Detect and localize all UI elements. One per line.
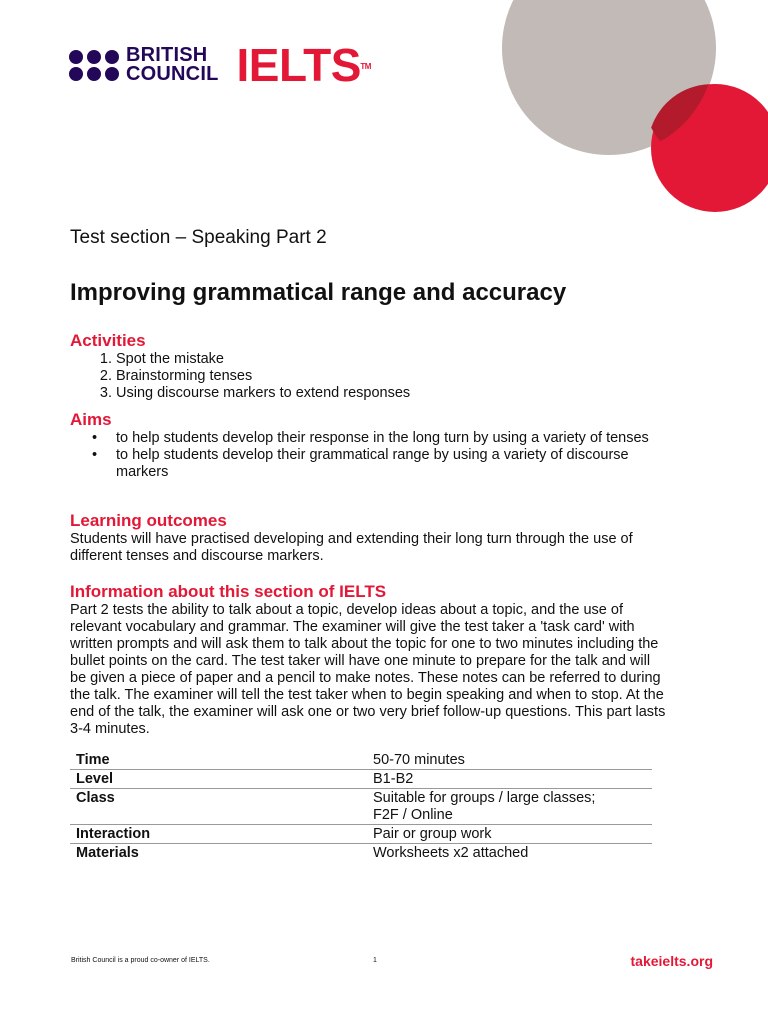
list-item: • to help students develop their response in the long turn by using a variety of tenses xyxy=(116,430,680,447)
aims-list xyxy=(70,430,680,481)
red-circle xyxy=(651,84,768,212)
list-item: 1. Spot the mistake xyxy=(116,351,680,368)
decorative-circles xyxy=(0,0,768,220)
footer-note: British Council is a proud co-owner of IELTS. xyxy=(71,957,210,964)
list-item: 3. Using discourse markers to extend responses xyxy=(116,385,680,402)
table-value: Suitable for groups / large classes; F2F / Online xyxy=(367,789,652,825)
info-text: Part 2 tests the ability to talk about a topic, develop ideas about a topic, and the use of relevant vocabulary and grammar. The examiner will give the test taker a 'task card' with written prompts and will ask them to talk about the topic for one to two minutes including the bullet points on the card. The test taker will have one minute to prepare for the talk and will be given a piece of paper and a pencil to make notes. These notes can be referred to during the talk. The examiner will tell the test taker when to begin speaking and when to stop. At the end of the talk, the examiner will ask one or two very brief follow-up questions. This part lasts 3-4 minutes. xyxy=(70,602,666,737)
circle-overlap xyxy=(651,84,708,141)
outcomes-heading: Learning outcomes xyxy=(70,511,227,530)
table-row xyxy=(70,751,652,770)
table-row xyxy=(70,825,652,844)
ielts-wordmark xyxy=(236,39,371,91)
page-number: 1 xyxy=(373,957,377,964)
table-value: B1-B2 xyxy=(367,770,652,789)
table-row xyxy=(70,844,652,863)
page-title: Improving grammatical range and accuracy xyxy=(70,279,567,306)
info-heading: Information about this section of IELTS xyxy=(70,582,387,601)
website-link[interactable]: takeielts.org xyxy=(630,953,713,969)
table-key: Interaction xyxy=(70,825,367,844)
british-council-wordmark xyxy=(126,46,219,84)
british-council-line1: BRITISH xyxy=(126,44,208,66)
table-key: Class xyxy=(70,789,367,825)
brand-logo xyxy=(69,39,371,91)
table-value: Pair or group work xyxy=(367,825,652,844)
info-section xyxy=(70,582,670,738)
lesson-details-table xyxy=(70,751,652,862)
aims-section xyxy=(70,410,680,481)
grey-circle xyxy=(502,0,716,155)
table-row xyxy=(70,789,652,825)
ielts-text: IELTS xyxy=(236,39,361,91)
outcomes-text: Students will have practised developing and extending their long turn through the use of different tenses and discourse markers. xyxy=(70,531,633,564)
table-row xyxy=(70,770,652,789)
activities-section xyxy=(70,331,680,402)
table-value: 50-70 minutes xyxy=(367,751,652,770)
table-key: Level xyxy=(70,770,367,789)
activities-list xyxy=(70,351,680,402)
british-council-dots-icon xyxy=(69,50,119,81)
table-key: Materials xyxy=(76,845,139,861)
list-item: 2. Brainstorming tenses xyxy=(116,368,680,385)
table-value: Worksheets x2 attached xyxy=(373,845,529,861)
activities-heading: Activities xyxy=(70,331,146,350)
aims-heading: Aims xyxy=(70,410,112,429)
table-key: Time xyxy=(70,751,367,770)
british-council-line2: COUNCIL xyxy=(126,63,219,85)
outcomes-section xyxy=(70,511,680,565)
list-item: • to help students develop their grammatical range by using a variety of discourse markers xyxy=(116,447,680,481)
trademark-symbol: TM xyxy=(360,62,371,71)
test-section-label: Test section – Speaking Part 2 xyxy=(70,227,327,248)
